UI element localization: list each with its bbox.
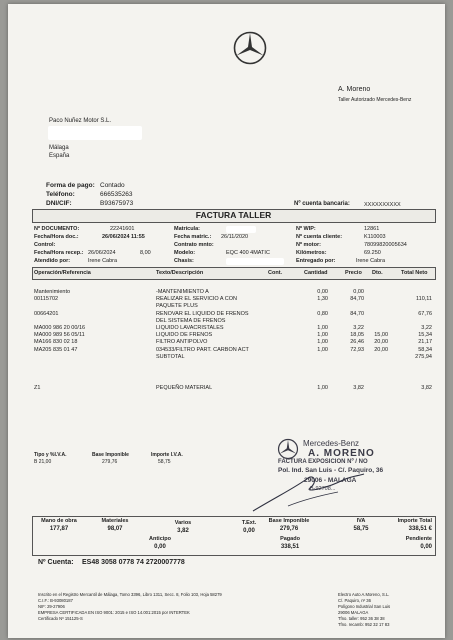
table-cell-cantidad: 1,00: [317, 325, 328, 331]
varios-value: 3,82: [177, 528, 189, 534]
table-cell-texto: RENOVAR EL LIQUIDO DE FRENOS: [156, 310, 249, 317]
atendido-label: Atendido por:: [34, 258, 71, 264]
table-cell-texto: FILTRO ANTIPOLVO: [156, 339, 208, 346]
table-cell-cantidad: 1,00: [317, 346, 328, 353]
recep-value: 26/06/2024: [88, 250, 116, 256]
table-cell-op: 00115702: [34, 296, 59, 303]
table-cell-op: Mantenimiento: [34, 289, 71, 295]
matricula-label: Matrícula:: [174, 226, 200, 232]
stamp-line3: Pol. Ind. San Luis - C/. Paquiro, 36: [278, 467, 384, 474]
stamp-brand: Mercedes-Benz: [303, 439, 360, 448]
footer-left-line: NIF: 29-27906: [38, 604, 65, 609]
col-op: Operación/Referencia: [34, 270, 91, 276]
redacted-chasis: [226, 258, 284, 265]
table-cell-precio: 84,70: [350, 310, 364, 317]
text-value: 0,00: [243, 528, 255, 534]
extra-texto: PEQUEÑO MATERIAL: [156, 385, 213, 391]
extra-cantidad: 1,00: [317, 385, 328, 391]
pagado-label: Pagado: [280, 536, 300, 542]
km-value: 69.250: [364, 250, 381, 256]
customer-name: Paco Nuñez Motor S.L.: [49, 118, 112, 124]
forma-pago-value: Contado: [100, 182, 125, 189]
table-cell-cantidad: 1,00: [317, 332, 328, 339]
forma-pago-label: Forma de pago:: [46, 182, 95, 189]
table-cell-cantidad: 1,30: [317, 296, 328, 303]
table-cell-total: 275,94: [415, 353, 432, 360]
table-cell-precio: 72,93: [350, 346, 364, 353]
table-cell-cantidad: 1,00: [317, 339, 328, 346]
footer-left: [38, 592, 222, 622]
table-cell-op: 00664201: [34, 310, 59, 317]
footer-right-line: C/. Paquiro, nº 36: [338, 598, 371, 603]
table-cell-op: MA000 986 20 00/16: [34, 325, 86, 331]
mercedes-star-icon: [232, 30, 268, 66]
materiales-value: 98,07: [107, 526, 123, 532]
col-cont: Cont.: [268, 270, 283, 276]
invoice-title: FACTURA TALLER: [195, 210, 272, 220]
cuenta-bancaria-value: XXXXXXXXXX: [364, 202, 401, 208]
table-cell-texto: LIQUIDO LAVACRISTALES: [156, 325, 224, 331]
iva-label: IVA: [356, 518, 366, 524]
table-cell-texto: REALIZAR EL SERVICIO A CON: [156, 296, 237, 303]
table-cell-precio: 3,22: [353, 325, 364, 331]
footer-right-line: Electro Auto A.Moreno, S.L.: [338, 592, 390, 597]
pendiente-value: 0,00: [420, 544, 432, 550]
modelo-label: Modelo:: [174, 250, 196, 256]
doc-label: Nº DOCUMENTO:: [34, 226, 80, 232]
base-value: 279,76: [279, 526, 299, 532]
table-cell-total: 67,76: [418, 310, 432, 317]
dni-label: DNI/CIF:: [46, 200, 72, 207]
customer-country: España: [49, 153, 70, 159]
table-cell-op: MA205 835 01 47: [34, 346, 78, 353]
table-cell-op: MA000 989 56 05/11: [34, 332, 85, 339]
table-cell-texto: DEL SISTEMA DE FRENOS: [156, 317, 226, 324]
table-cell-op: MA166 830 02 18: [34, 339, 78, 346]
table-cell-dto: 20,00: [374, 339, 388, 346]
cuenta-cliente-label: Nº cuenta cliente:: [296, 234, 343, 240]
table-cell-dto: 15,00: [374, 332, 388, 339]
materiales-label: Materiales: [101, 518, 129, 524]
stamp-line4: 29006 - MALAGA: [304, 477, 357, 484]
table-cell-dto: 20,00: [374, 346, 388, 353]
footer-right: [338, 592, 390, 628]
cuenta-label: Nº Cuenta:: [38, 559, 74, 566]
total-value: 338,51 €: [408, 526, 432, 532]
footer-left-line: Inscrito en el Registro Mercantil de Málaga, Tomo 3396, Libro 1311, Secc. 8, Folio 103, Hoja 58279: [38, 592, 222, 597]
mano-value: 177,87: [49, 526, 69, 532]
wip-value: 12861: [364, 226, 380, 232]
doc-value: 22241601: [110, 226, 135, 232]
entregado-value: Irene Cabra: [356, 258, 386, 264]
redacted-address: [48, 126, 142, 140]
tax-tipo-label: Tipo y %I.V.A.: [34, 452, 67, 458]
footer-right-line: Tfno. taller: 952 36 38 38: [338, 616, 385, 621]
iva-value: 58,75: [353, 526, 369, 532]
table-cell-texto: LIQUIDO DE FRENOS: [156, 332, 213, 339]
stamp-line5: B-92708...: [310, 486, 336, 492]
pendiente-label: Pendiente: [405, 536, 432, 542]
table-cell-precio: 84,70: [350, 296, 364, 303]
extra-op: Z1: [34, 385, 41, 391]
footer-left-line: EMPRESA CERTIFICADA EN ISO 9001: 2015 e ISO 14.001:2015 por INTERTEK: [38, 610, 190, 615]
col-precio: Precio: [345, 270, 362, 276]
fmatric-label: Fecha matric.:: [174, 234, 212, 240]
stamp-line1: A. MORENO: [308, 448, 375, 459]
table-cell-total: 110,11: [415, 296, 432, 303]
footer-left-line: C.I.F.: B-93080187: [38, 598, 73, 603]
footer-right-line: Polígono Industrial San Luis: [338, 604, 391, 609]
signature: [248, 466, 368, 516]
km-label: Kilómetros:: [296, 250, 327, 256]
tax-base-value: 279,76: [102, 459, 118, 465]
text-label: T.Ext.: [241, 520, 257, 526]
table-cell-total: 58,34: [418, 346, 432, 353]
entregado-label: Entregado por:: [296, 258, 336, 264]
table-cell-cantidad: 0,80: [317, 310, 328, 317]
table-cell-precio: 26,46: [350, 339, 364, 346]
modelo-value: EQC 400 4MATIC: [226, 250, 270, 256]
stamp-mercedes-star-icon: [277, 438, 299, 460]
mano-label: Mano de obra: [41, 518, 77, 524]
tax-importe-value: 58,75: [158, 459, 171, 465]
extra-total: 3,82: [421, 385, 432, 391]
telefono-value: 666535263: [100, 191, 133, 198]
anticipo-value: 0,00: [154, 544, 166, 550]
motor-value: 78099820005634: [364, 242, 407, 248]
col-texto: Texto/Descripción: [156, 270, 204, 276]
invoice-sheet: [8, 4, 445, 638]
cuenta-bancaria-label: Nº cuenta bancaria:: [294, 201, 350, 207]
table-cell-precio: 18,05: [350, 332, 364, 339]
cuenta-cliente-value: K110003: [364, 234, 386, 240]
anticipo-label: Anticipo: [149, 536, 171, 542]
table-cell-texto: SUBTOTAL: [156, 353, 185, 360]
recep-label: Fecha/Hora recep.:: [34, 250, 84, 256]
col-dto: Dto.: [372, 270, 383, 276]
redacted-matricula: [226, 226, 256, 233]
table-cell-total: 21,17: [418, 339, 432, 346]
telefono-label: Teléfono:: [46, 191, 75, 198]
dealer-name: A. Moreno: [338, 86, 371, 93]
col-cantidad: Cantidad: [304, 270, 328, 276]
control-label: Control:: [34, 242, 56, 248]
customer-city: Málaga: [49, 145, 69, 151]
cuenta-value: ES48 3058 0778 74 2720007778: [82, 559, 185, 566]
footer-right-line: Tfno. recamb: 952 32 17 83: [338, 622, 390, 627]
col-total: Total Neto: [401, 270, 428, 276]
varios-label: Varios: [174, 520, 192, 526]
table-cell-texto: 034533/FILTRO PART. CARBON ACT: [156, 346, 249, 353]
wip-label: Nº WIP:: [296, 226, 316, 232]
tax-base-label: Base Imponible: [92, 452, 129, 458]
table-cell-precio: 0,00: [353, 289, 364, 295]
table-cell-cantidad: 0,00: [317, 289, 328, 295]
chasis-label: Chasis:: [174, 258, 194, 264]
footer-left-line: Certificado Nº 151125-S: [38, 616, 83, 621]
dealer-subtitle: Taller Autorizado Mercedes-Benz: [338, 97, 412, 103]
contrato-label: Contrato mnto:: [174, 242, 214, 248]
base-label: Base Imponible: [268, 518, 310, 524]
tax-tipo-value: B 21,00: [34, 459, 52, 465]
table-cell-texto: -MANTENIMIENTO A: [156, 289, 209, 295]
fmatric-value: 26/11/2020: [221, 234, 249, 240]
total-label: Importe Total: [397, 518, 432, 524]
stamp-line2: FACTURA EXPOSICION Nº / NO: [278, 459, 368, 465]
pagado-value: 338,51: [280, 544, 300, 550]
motor-label: Nº motor:: [296, 242, 321, 248]
table-cell-texto: PAQUETE PLUS: [156, 303, 198, 310]
fecha-value: 26/06/2024 11:55: [102, 234, 145, 240]
fecha-label: Fecha/Hora doc.:: [34, 234, 79, 240]
tax-importe-label: Importe I.V.A.: [151, 452, 183, 458]
dni-value: B93675973: [100, 200, 134, 207]
table-cell-total: 3,22: [421, 325, 432, 331]
footer-right-line: 29006 MALAGA: [338, 610, 369, 615]
recep-time: 8,00: [140, 250, 151, 256]
table-cell-total: 15,34: [418, 332, 432, 339]
extra-precio: 3,82: [353, 385, 364, 391]
atendido-value: Irene Cabra: [88, 258, 118, 264]
